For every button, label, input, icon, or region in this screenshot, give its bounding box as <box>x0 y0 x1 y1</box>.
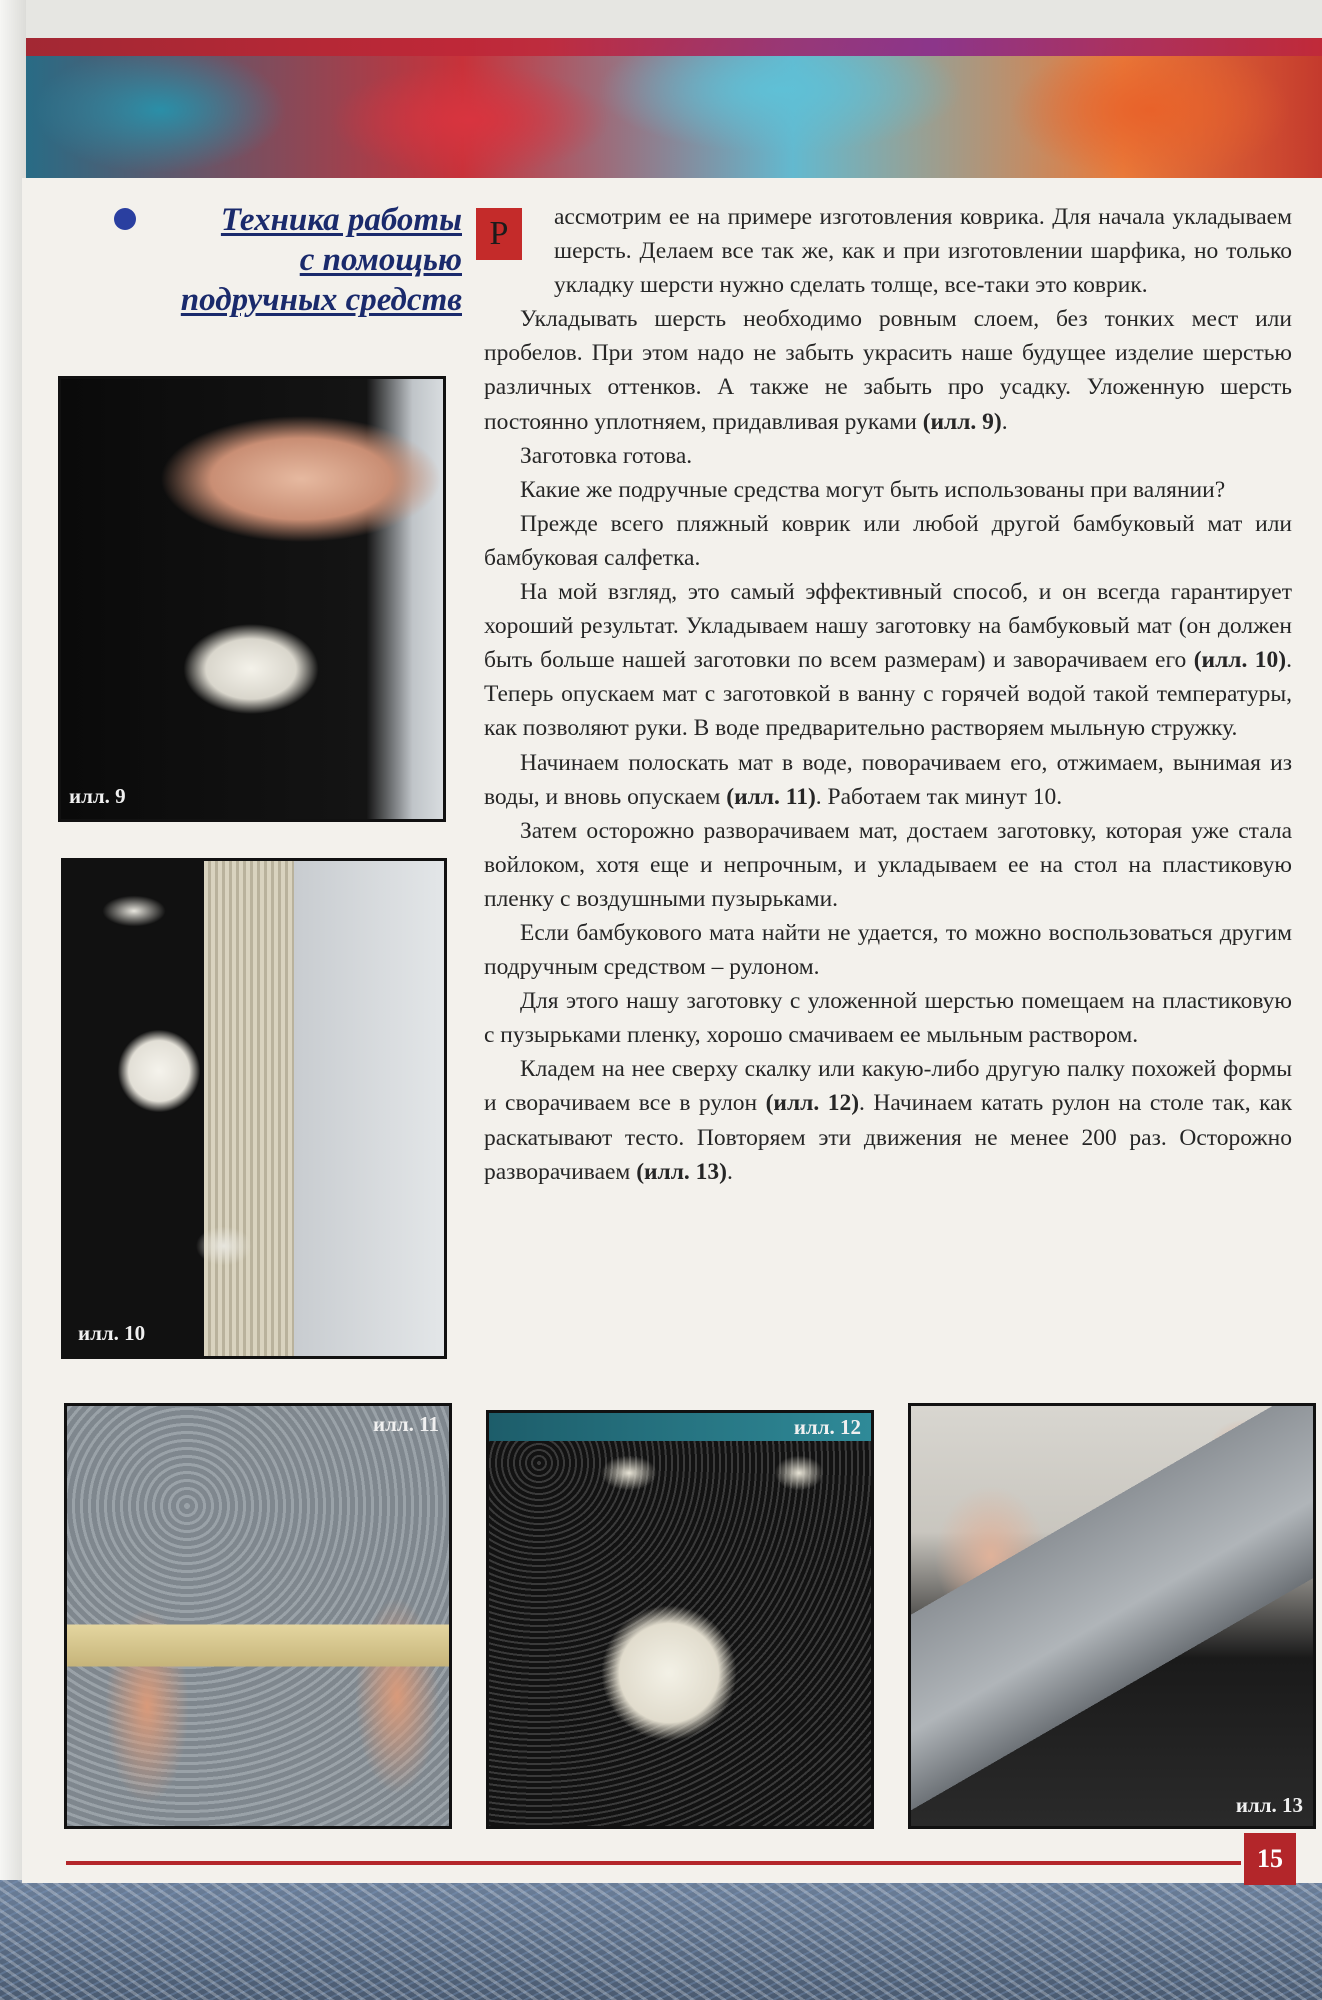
paragraph: Укладывать шерсть необходимо ровным слоем, без тонких мест или пробелов. При этом надо не забыть украсить наше будущее изделие шерстью различных оттенков. А также не забыть про усадку. Уложенную шерсть постоянно уплотняем, придавливая руками (илл. 9). <box>484 306 1292 435</box>
figure-caption: илл. 12 <box>793 1415 861 1439</box>
book-page <box>22 178 1322 1883</box>
figure-caption: илл. 13 <box>1235 1793 1303 1817</box>
paragraph: Кладем на нее сверху скалку или какую-либо другую палку похожей формы и сворачиваем все в рулон (илл. 12). Начинаем катать рулон на столе так, как раскатывают тесто. Повторяем эти движения не менее 200 раз. Осторожно разворачиваем (илл. 13). <box>484 1056 1292 1185</box>
figure-reference: (илл. 10) <box>1193 647 1287 674</box>
figure-caption: илл. 9 <box>69 784 126 808</box>
paragraph: Какие же подручные средства могут быть использованы при валянии? <box>520 476 1226 503</box>
banner-red-line <box>24 38 1322 56</box>
photo-illustration-9 <box>58 376 446 822</box>
section-title-line: Техника работы <box>220 202 462 238</box>
footer-rule <box>66 1861 1241 1865</box>
figure-caption: илл. 10 <box>78 1321 146 1345</box>
photo-illustration-10 <box>61 858 447 1359</box>
paragraph: Для этого нашу заготовку с уложенной шерстью помещаем на пластиковую с пузырьками пленку, хорошо смачиваем ее мыльным раствором. <box>484 988 1292 1049</box>
photo-illustration-12 <box>486 1410 874 1829</box>
paragraph: Если бамбукового мата найти не удается, то можно воспользоваться другим подручным средством – рулоном. <box>484 919 1292 981</box>
figure-reference: (илл. 12) <box>765 1090 860 1117</box>
paragraph: Начинаем полоскать мат в воде, поворачиваем его, отжимаем, вынимая из воды, и вновь опускаем (илл. 11). Работаем так минут 10. <box>484 749 1292 810</box>
section-title-line: с помощью <box>299 242 462 278</box>
bottom-felt-background <box>0 1880 1322 2000</box>
figure-reference: (илл. 13) <box>636 1158 727 1185</box>
photo-illustration-11 <box>64 1403 452 1829</box>
figure-caption: илл. 11 <box>372 1412 439 1436</box>
drop-cap: Р <box>476 208 522 260</box>
paragraph: Заготовка готова. <box>520 442 693 469</box>
paragraph: Затем осторожно разворачиваем мат, достаем заготовку, которая уже стала войлоком, хотя еще и непрочным, и укладываем ее на стол на пластиковую пленку с воздушными пузырьками. <box>484 817 1292 912</box>
paragraph: Прежде всего пляжный коврик или любой другой бамбуковый мат или бамбуковая салфетка. <box>484 510 1292 571</box>
paragraph: ассмотрим ее на примере изготовления коврика. Для начала укладываем шерсть. Делаем все так же, как и при изготовлении шарфика, но только укладку шерсти нужно сделать толще, все-таки это коврик. <box>554 204 1292 299</box>
photo-illustration-13 <box>908 1403 1316 1829</box>
page-number: 15 <box>1244 1833 1296 1885</box>
figure-reference: (илл. 11) <box>726 783 816 810</box>
figure-reference: (илл. 9) <box>922 408 1002 435</box>
section-title <box>102 200 462 320</box>
banner-stripe <box>0 0 1322 38</box>
article-body <box>484 200 1292 1189</box>
paragraph: На мой взгляд, это самый эффективный способ, и он всегда гарантирует хороший результат. Укладываем нашу заготовку на бамбуковый мат (он должен быть больше нашей заготовки по всем размерам) и заворачиваем его (илл. 10). Теперь опускаем мат с заготовкой в ванну с горячей водой такой температуры, как позволяют руки. В воде предварительно растворяем мыльную стружку. <box>484 579 1292 742</box>
section-title-line: подручных средств <box>180 282 462 318</box>
